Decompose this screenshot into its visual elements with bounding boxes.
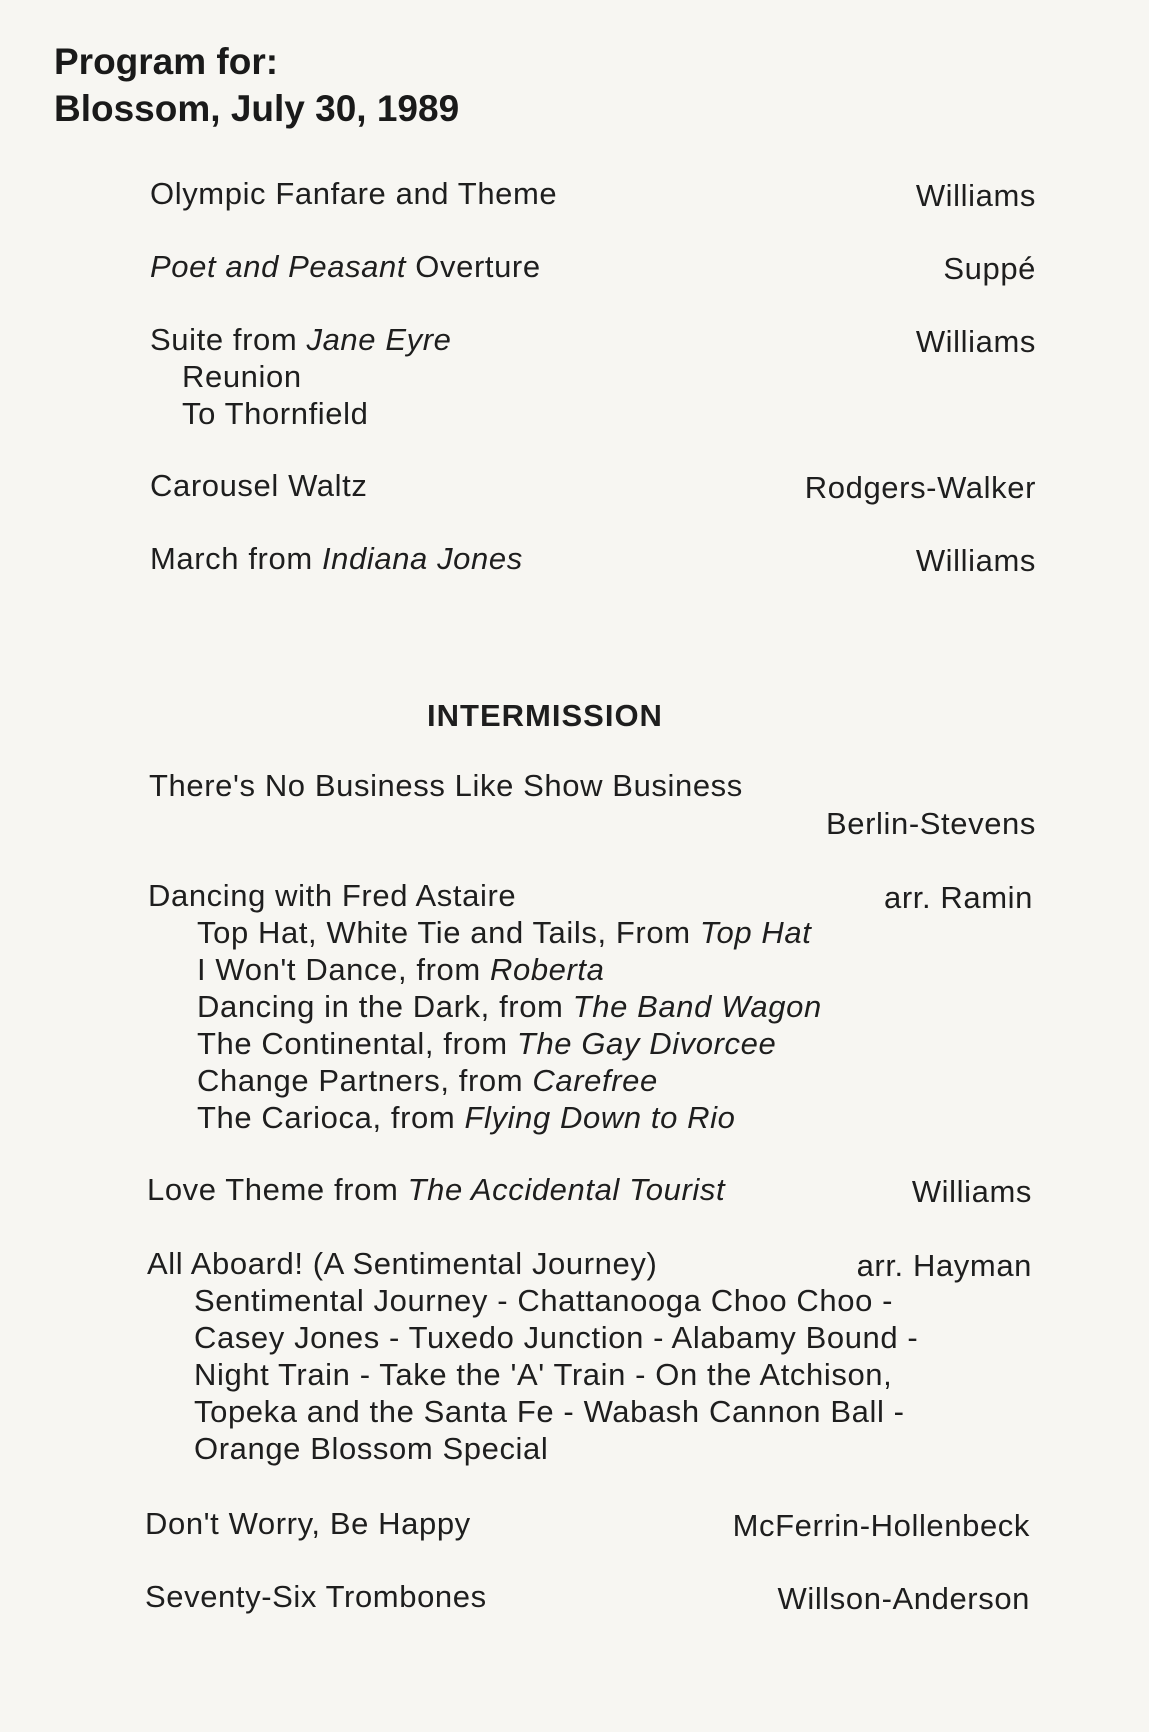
program-item-composer: Willson-Anderson (777, 1581, 1030, 1616)
program-item-composer: Williams (915, 324, 1036, 359)
movement: Top Hat, White Tie and Tails, From Top Hat (197, 915, 812, 950)
program-item-title: Don't Worry, Be Happy (145, 1506, 471, 1541)
medley-line: Casey Jones - Tuxedo Junction - Alabamy Bound - (194, 1320, 919, 1355)
program-item-title: There's No Business Like Show Business (149, 768, 743, 803)
program-item-title: Olympic Fanfare and Theme (150, 176, 558, 211)
program-header (54, 38, 459, 132)
movement: Reunion (182, 359, 302, 394)
program-item-composer: Williams (915, 178, 1036, 213)
program-item-composer: Suppé (943, 251, 1036, 286)
movement: The Carioca, from Flying Down to Rio (197, 1100, 736, 1135)
program-item-title: March from Indiana Jones (150, 541, 523, 576)
program-item-title: Suite from Jane Eyre (150, 322, 452, 357)
program-item-title: Love Theme from The Accidental Tourist (147, 1172, 726, 1207)
medley-line: Topeka and the Santa Fe - Wabash Cannon Ball - (194, 1394, 905, 1429)
movement: I Won't Dance, from Roberta (197, 952, 605, 987)
program-item-title: Carousel Waltz (150, 468, 368, 503)
program-item-composer: Williams (911, 1174, 1032, 1209)
program-item-composer: McFerrin-Hollenbeck (732, 1508, 1030, 1543)
movement: To Thornfield (182, 396, 369, 431)
header-line-2: Blossom, July 30, 1989 (54, 88, 460, 129)
medley-line: Sentimental Journey - Chattanooga Choo Choo - (194, 1283, 894, 1318)
program-item-composer: arr. Hayman (856, 1248, 1032, 1283)
intermission-heading: INTERMISSION (427, 698, 663, 733)
program-item-title: All Aboard! (A Sentimental Journey) (147, 1246, 658, 1281)
program-item-title: Dancing with Fred Astaire (148, 878, 517, 913)
movement: The Continental, from The Gay Divorcee (197, 1026, 777, 1061)
program-item-title: Seventy-Six Trombones (145, 1579, 487, 1614)
program-item-title: Poet and Peasant Overture (150, 249, 541, 284)
movement: Change Partners, from Carefree (197, 1063, 658, 1098)
medley-line: Night Train - Take the 'A' Train - On the Atchison, (194, 1357, 893, 1392)
program-item-composer: arr. Ramin (884, 880, 1033, 915)
program-item-composer: Williams (915, 543, 1036, 578)
medley-line: Orange Blossom Special (194, 1431, 549, 1466)
movement: Dancing in the Dark, from The Band Wagon (197, 989, 822, 1024)
header-line-1: Program for: (54, 41, 279, 82)
program-item-composer: Rodgers-Walker (804, 470, 1036, 505)
program-item-composer: Berlin-Stevens (826, 806, 1036, 841)
